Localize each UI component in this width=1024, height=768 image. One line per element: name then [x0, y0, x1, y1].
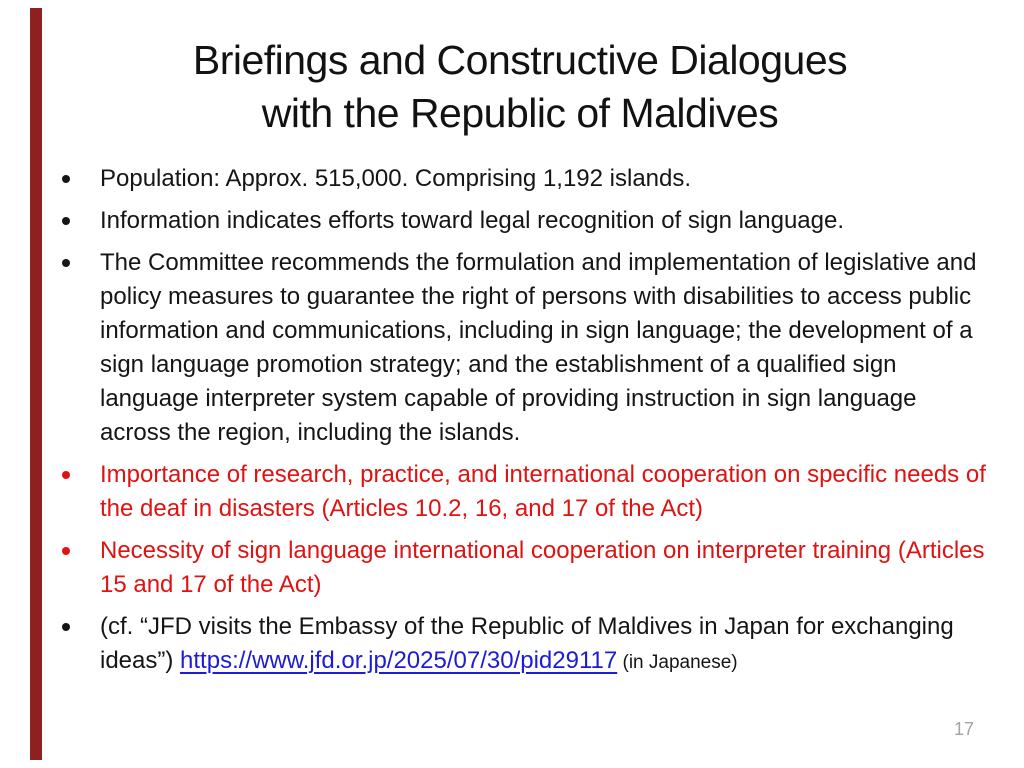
page-number: 17: [953, 719, 974, 739]
bullet-text: [100, 204, 987, 238]
list-item: [62, 162, 987, 196]
slide-title-line2: with the Republic of Maldives: [261, 90, 779, 136]
jfd-link[interactable]: https://www.jfd.or.jp/2025/07/30/pid29117: [180, 647, 618, 674]
text-segment: Population: Approx. 515,000. Comprising 1,192 islands.: [100, 165, 692, 192]
bullet-icon: [62, 217, 70, 225]
list-item: [62, 246, 987, 450]
text-segment: Information indicates efforts toward legal recognition of sign language.: [100, 207, 845, 234]
bullet-text: [100, 246, 987, 450]
bullet-text: [100, 162, 987, 196]
bullet-text: [100, 458, 987, 526]
slide-title: [60, 34, 980, 140]
list-item: [62, 610, 987, 680]
left-accent-bar: [30, 8, 42, 760]
bullet-list: [62, 162, 987, 688]
bullet-icon: [62, 623, 70, 631]
text-segment: The Committee recommends the formulation and implementation of legislative and policy measures to guarantee the right of persons with disabilities to access public information and communications, including in sign language; the development of a sign language promotion strategy; and the establishment of a qualified sign language interpreter system capable of providing instruction in sign language across the region, including the islands.: [100, 249, 977, 446]
text-segment: (cf. “JFD visits the Embassy of the Republic of Maldives in Japan for exchanging ideas”): [100, 613, 954, 674]
list-item: [62, 534, 987, 602]
text-segment: (in Japanese): [617, 652, 738, 673]
bullet-icon: [62, 259, 70, 267]
bullet-icon: [62, 471, 70, 479]
bullet-text: [100, 534, 987, 602]
text-segment: Importance of research, practice, and international cooperation on specific needs of the deaf in disasters (Articles 10.2, 16, and 17 of the Act): [100, 461, 986, 522]
slide-title-line1: Briefings and Constructive Dialogues: [192, 37, 848, 83]
text-segment: Necessity of sign language international cooperation on interpreter training (Articles 15 and 17 of the Act): [100, 537, 985, 598]
bullet-text: [100, 610, 987, 680]
bullet-icon: [62, 175, 70, 183]
list-item: [62, 204, 987, 238]
list-item: [62, 458, 987, 526]
bullet-icon: [62, 547, 70, 555]
